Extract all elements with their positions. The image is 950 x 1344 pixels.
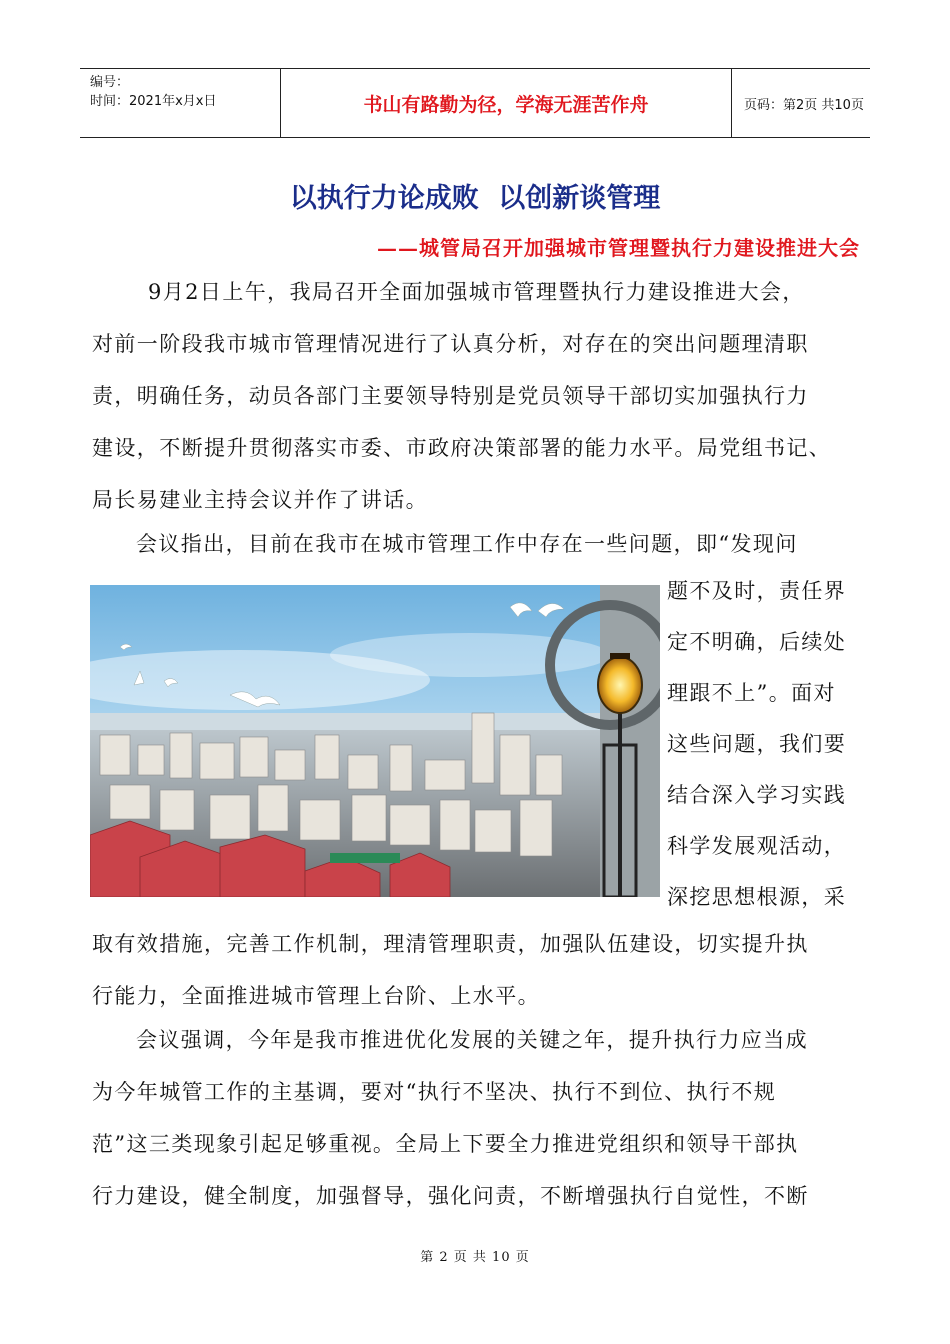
paragraph-1-line: 局长易建业主持会议并作了讲话。 bbox=[92, 488, 428, 512]
paragraph-3-line: 范”这三类现象引起足够重视。全局上下要全力推进党组织和领导干部执 bbox=[92, 1132, 799, 1156]
paragraph-2-line: 会议指出，目前在我市在城市管理工作中存在一些问题，即“发现问 bbox=[136, 532, 798, 556]
paragraph-3 bbox=[92, 1014, 858, 1222]
paragraph-2-intro bbox=[92, 518, 858, 570]
paragraph-1-line: 9月2日上午，我局召开全面加强城市管理暨执行力建设推进大会， bbox=[148, 280, 805, 304]
article-title: 以执行力论成败 以创新谈管理 bbox=[289, 183, 661, 214]
paragraph-2-side-line: 结合深入学习实践 bbox=[667, 783, 847, 807]
document-header bbox=[80, 68, 870, 138]
paragraph-2-side-line: 深挖思想根源，采 bbox=[667, 885, 847, 909]
time-label: 时间：2021年x月x日 bbox=[90, 94, 217, 109]
paragraph-2-side-text bbox=[667, 566, 863, 923]
paragraph-2-side-line: 科学发展观活动， bbox=[667, 834, 847, 858]
paragraph-3-line: 为今年城管工作的主基调，要对“执行不坚决、执行不到位、执行不规 bbox=[92, 1080, 777, 1104]
paragraph-2-side-line: 题不及时，责任界 bbox=[667, 579, 847, 603]
paragraph-3-line: 行力建设，健全制度，加强督导，强化问责，不断增强执行自觉性，不断 bbox=[92, 1184, 809, 1208]
city-skyline-illustration bbox=[90, 585, 660, 897]
header-meta bbox=[80, 69, 280, 137]
header-page-label: 页码：第2页 共10页 bbox=[744, 97, 864, 113]
paragraph-2-side-line: 定不明确，后续处 bbox=[667, 630, 847, 654]
paragraph-2-line: 取有效措施，完善工作机制，理清管理职责，加强队伍建设，切实提升执 bbox=[92, 932, 809, 956]
header-motto: 书山有路勤为径，学海无涯苦作舟 bbox=[280, 69, 732, 137]
paragraph-2-rest bbox=[92, 918, 858, 1022]
city-skyline-photo bbox=[90, 585, 660, 897]
paragraph-2-side-line: 这些问题，我们要 bbox=[667, 732, 847, 756]
article-subtitle: ——城管局召开加强城市管理暨执行力建设推进大会 bbox=[377, 236, 860, 260]
number-label: 编号： bbox=[90, 75, 130, 90]
paragraph-2-line: 行能力，全面推进城市管理上台阶、上水平。 bbox=[92, 984, 540, 1008]
paragraph-1-line: 对前一阶段我市城市管理情况进行了认真分析，对存在的突出问题理清职 bbox=[92, 332, 809, 356]
paragraph-2-side-line: 理跟不上”。面对 bbox=[667, 681, 836, 705]
paragraph-3-line: 会议强调，今年是我市推进优化发展的关键之年，提升执行力应当成 bbox=[136, 1028, 808, 1052]
paragraph-1 bbox=[92, 266, 858, 526]
page-footer: 第 2 页 共 10 页 bbox=[420, 1250, 530, 1265]
paragraph-1-line: 责，明确任务，动员各部门主要领导特别是党员领导干部切实加强执行力 bbox=[92, 384, 809, 408]
paragraph-1-line: 建设，不断提升贯彻落实市委、市政府决策部署的能力水平。局党组书记、 bbox=[92, 436, 832, 460]
